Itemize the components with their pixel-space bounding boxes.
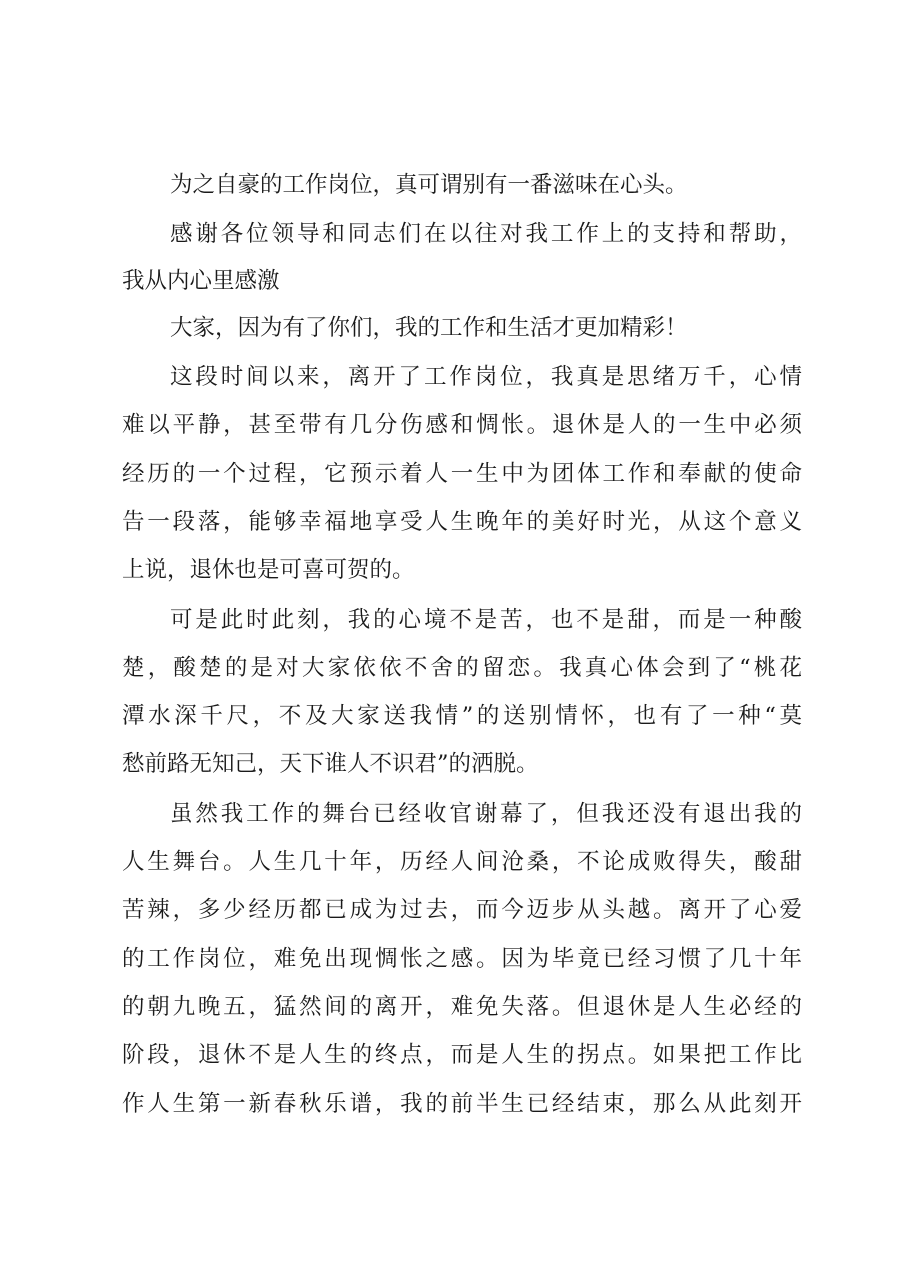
text-line: 难以平静，甚至带有几分伤感和惆怅。退休是人的一生中必须 [122, 412, 802, 438]
text-line: 楚，酸楚的是对大家依依不舍的留恋。我真心体会到了“桃花 [122, 655, 802, 681]
text-line: 的工作岗位，难免出现惆怅之感。因为毕竟已经习惯了几十年 [122, 946, 802, 972]
text-line: 我从内心里感激 [122, 268, 280, 294]
text-line: 作人生第一新春秋乐谱，我的前半生已经结束，那么从此刻开 [122, 1091, 802, 1117]
text-line: 这段时间以来，离开了工作岗位，我真是思绪万千，心情 [170, 364, 802, 390]
text-line: 的朝九晚五，猛然间的离开，难免失落。但退休是人生必经的 [122, 994, 802, 1020]
text-line: 苦辣，多少经历都已成为过去，而今迈步从头越。离开了心爱 [122, 897, 802, 923]
text-line: 人生舞台。人生几十年，历经人间沧桑，不论成败得失，酸甜 [122, 849, 802, 875]
text-line: 经历的一个过程，它预示着人一生中为团体工作和奉献的使命 [122, 461, 802, 487]
text-line: 阶段，退休不是人生的终点，而是人生的拐点。如果把工作比 [122, 1042, 802, 1068]
text-line: 上说，退休也是可喜可贺的。 [122, 557, 415, 583]
text-line: 大家，因为有了你们，我的工作和生活才更加精彩！ [170, 315, 688, 341]
text-line: 可是此时此刻，我的心境不是苦，也不是甜，而是一种酸 [170, 607, 802, 633]
text-line: 愁前路无知己，天下谁人不识君”的洒脱。 [122, 751, 539, 777]
text-line: 感谢各位领导和同志们在以往对我工作上的支持和帮助， [170, 221, 802, 247]
text-line: 告一段落，能够幸福地享受人生晚年的美好时光，从这个意义 [122, 509, 802, 535]
text-line: 虽然我工作的舞台已经收官谢幕了，但我还没有退出我的 [170, 801, 802, 827]
text-line: 为之自豪的工作岗位，真可谓别有一番滋味在心头。 [170, 172, 688, 198]
text-line: 潭水深千尺，不及大家送我情”的送别情怀，也有了一种“莫 [122, 703, 802, 729]
